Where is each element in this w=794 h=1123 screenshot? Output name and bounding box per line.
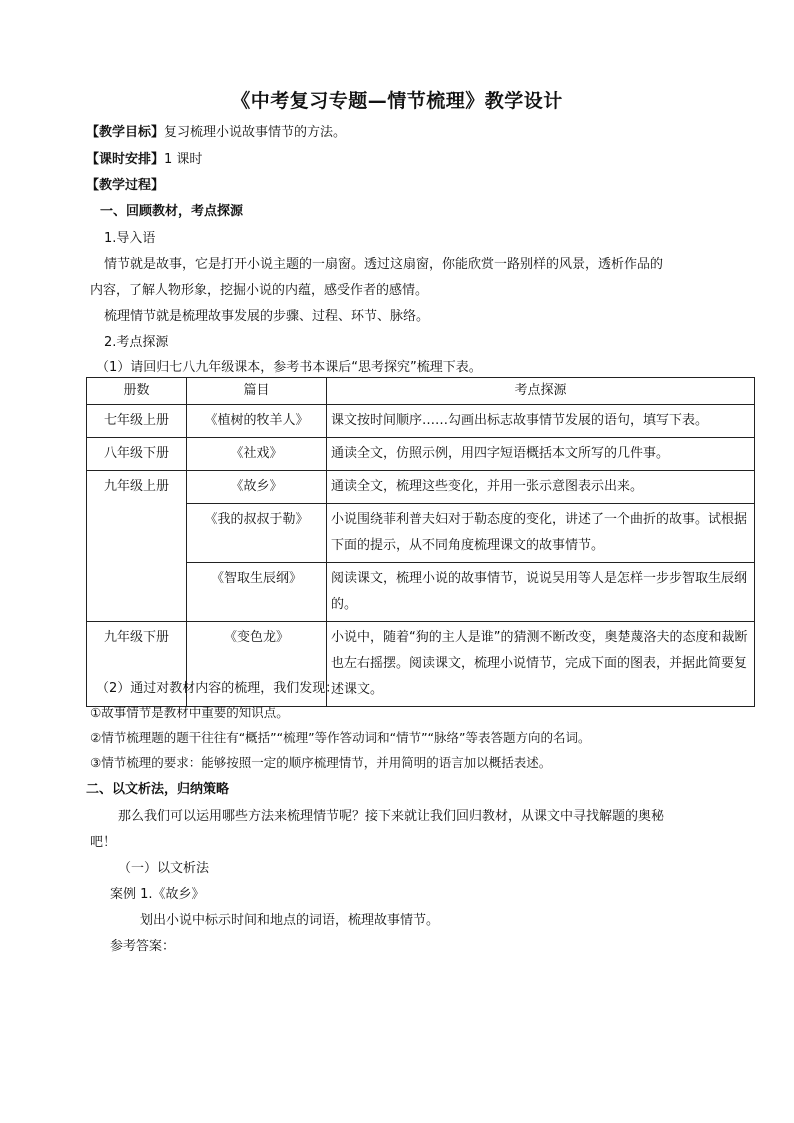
- section1-sub1: 1.导入语: [104, 231, 156, 246]
- task-cell: 通读全文，梳理这些变化，并用一张示意图表示出来。: [327, 471, 755, 504]
- section2-sub1: （一）以文析法: [118, 861, 210, 876]
- section1-sub2: 2.考点探源: [104, 335, 169, 350]
- reference-answer-label: 参考答案：: [110, 939, 176, 954]
- finding-2: ②情节梳理题的题干往往有“概括”“梳理”等作答动词和“情节”“脉络”等表答题方向的名词。: [90, 730, 591, 745]
- process-label: 【教学过程】: [86, 178, 165, 193]
- volume-cell: 九年级上册: [87, 471, 187, 622]
- schedule-label: 【课时安排】: [86, 152, 165, 167]
- section2-paragraph-line2: 吧！: [90, 835, 117, 850]
- table-header: 册数: [87, 378, 187, 405]
- schedule-line: [86, 148, 202, 167]
- task-cell: 阅读课文，梳理小说的故事情节，说说吴用等人是怎样一步步智取生辰纲的。: [327, 563, 755, 622]
- objective-label: 【教学目标】: [86, 125, 165, 140]
- table-instruction: （1）请回归七八九年级课本，参考书本课后“思考探究”梳理下表。: [96, 360, 482, 375]
- table-row: [87, 405, 755, 438]
- title-cell: 《智取生辰纲》: [187, 563, 327, 622]
- task-cell: 通读全文，仿照示例，用四字短语概括本文所写的几件事。: [327, 438, 755, 471]
- objective-line: [86, 121, 346, 140]
- table-row: [87, 438, 755, 471]
- section2-paragraph-line1: 那么我们可以运用哪些方法来梳理情节呢？接下来就让我们回归教材，从课文中寻找解题的奥秘: [118, 809, 665, 824]
- table-row: [87, 471, 755, 504]
- task-cell: 小说中，随着“狗的主人是谁”的猜测不断改变，奥楚蔑洛夫的态度和裁断也左右摇摆。阅读课文，梳理小说情节，完成下面的图表，并据此简要复述课文。: [327, 622, 755, 707]
- finding-3: ③情节梳理的要求：能够按照一定的顺序梳理情节，并用简明的语言加以概括表述。: [90, 755, 552, 770]
- volume-cell: 八年级下册: [87, 438, 187, 471]
- document-title: 《中考复习专题—情节梳理》教学设计: [231, 90, 563, 112]
- objective-text: 复习梳理小说故事情节的方法。: [164, 125, 347, 140]
- table-header: 篇目: [187, 378, 327, 405]
- table-row: [87, 504, 755, 563]
- case-heading: 案例 1.《故乡》: [110, 887, 205, 902]
- title-cell: 《故乡》: [187, 471, 327, 504]
- volume-cell: 七年级上册: [87, 405, 187, 438]
- intro-paragraph-2: 梳理情节就是梳理故事发展的步骤、过程、环节、脉络。: [104, 309, 430, 324]
- table-header-row: [87, 378, 755, 405]
- title-cell: 《我的叔叔于勒》: [187, 504, 327, 563]
- volume-cell: 九年级下册: [87, 622, 187, 707]
- finding-1: ①故事情节是教材中重要的知识点。: [90, 705, 289, 720]
- table-header: 考点探源: [327, 378, 755, 405]
- schedule-text: 1 课时: [164, 152, 203, 167]
- section1-heading: 一、回顾教材，考点探源: [100, 204, 244, 219]
- task-cell: 课文按时间顺序……勾画出标志故事情节发展的语句，填写下表。: [327, 405, 755, 438]
- title-cell: 《社戏》: [187, 438, 327, 471]
- intro-paragraph-line1: 情节就是故事，它是打开小说主题的一扇窗。透过这扇窗，你能欣赏一路别样的风景，透析作品的: [104, 257, 664, 272]
- title-cell: 《植树的牧羊人》: [187, 405, 327, 438]
- findings-intro: （2）通过对教材内容的梳理，我们发现：: [96, 681, 339, 696]
- title-cell: 《变色龙》: [187, 622, 327, 707]
- textbook-review-table: [86, 377, 755, 707]
- section2-heading: 二、以文析法，归纳策略: [86, 782, 230, 797]
- table-row: [87, 563, 755, 622]
- case-instruction: 划出小说中标示时间和地点的词语，梳理故事情节。: [140, 913, 440, 928]
- intro-paragraph-line2: 内容，了解人物形象，挖掘小说的内蕴，感受作者的感情。: [90, 283, 429, 298]
- task-cell: 小说围绕菲利普夫妇对于勒态度的变化，讲述了一个曲折的故事。试根据下面的提示，从不同角度梳理课文的故事情节。: [327, 504, 755, 563]
